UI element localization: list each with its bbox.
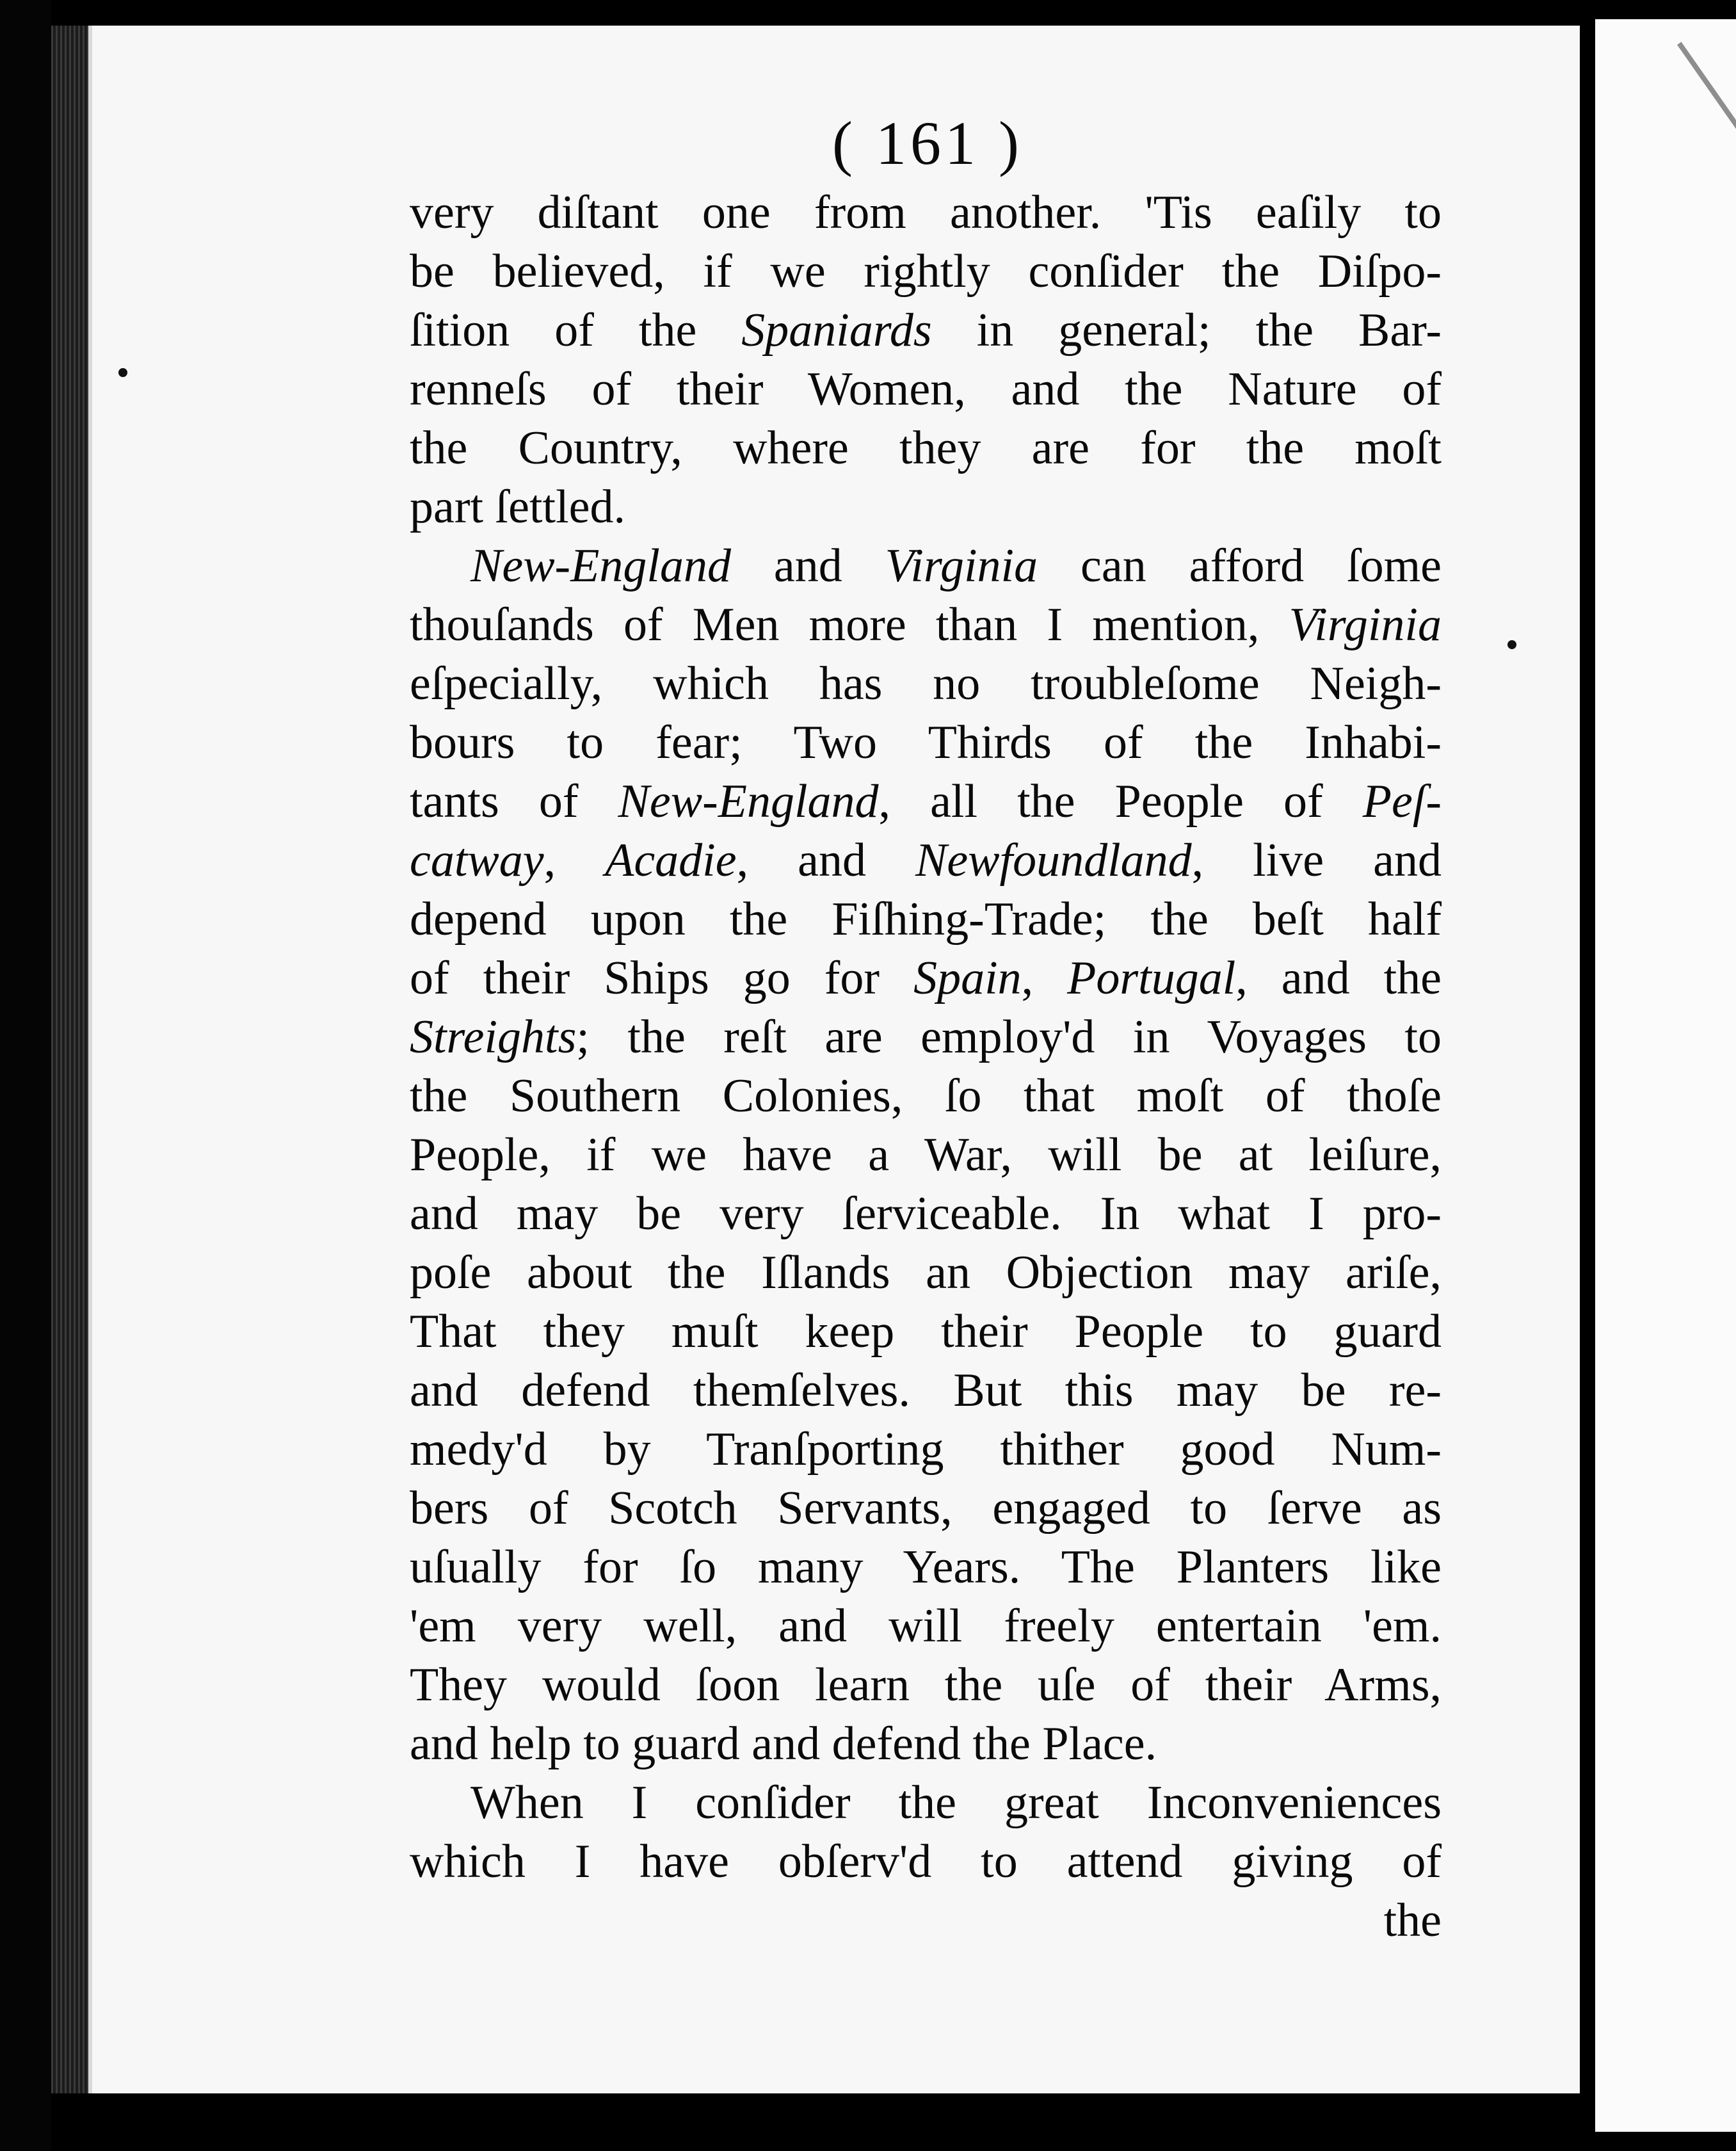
text-span: the Southern Colonies, ſo that moſt of thoſe bbox=[410, 1070, 1442, 1122]
italic-text: Newfoundland bbox=[915, 834, 1192, 887]
text-span: the Country, where they are for the moſt bbox=[410, 422, 1442, 474]
text-span: That they muſt keep their People to guard bbox=[410, 1305, 1442, 1358]
text-span: ſition of the bbox=[410, 304, 742, 357]
text-span: renneſs of their Women, and the Nature of bbox=[410, 363, 1442, 415]
text-line bbox=[410, 831, 1442, 890]
text-span: tants of bbox=[410, 775, 618, 828]
text-line bbox=[410, 1420, 1442, 1479]
text-span: bers of Scotch Servants, engaged to ſerve as bbox=[410, 1482, 1442, 1535]
text-line bbox=[410, 1656, 1442, 1714]
facing-page-edge bbox=[1595, 19, 1736, 2132]
text-span: part ſettled. bbox=[410, 481, 625, 533]
text-span: , all the People of bbox=[878, 775, 1363, 828]
italic-text: Virginia bbox=[885, 540, 1038, 592]
text-line bbox=[410, 772, 1442, 831]
text-span: 'em very well, and will freely entertain 'em. bbox=[410, 1600, 1442, 1652]
text-line bbox=[410, 1597, 1442, 1656]
italic-text: catway bbox=[410, 834, 544, 887]
text-span: , and the bbox=[1235, 952, 1442, 1004]
text-line bbox=[410, 1538, 1442, 1597]
text-span: thouſands of Men more than I mention, bbox=[410, 599, 1289, 651]
text-line bbox=[410, 360, 1442, 419]
text-span: which I have obſerv'd to attend giving of bbox=[410, 1835, 1442, 1888]
book-binding-edge bbox=[51, 26, 88, 2093]
text-span: of their Ships go for bbox=[410, 952, 914, 1004]
text-span: uſually for ſo many Years. The Planters like bbox=[410, 1541, 1442, 1593]
italic-text: Streights bbox=[410, 1011, 577, 1063]
text-span: can afford ſome bbox=[1038, 540, 1442, 592]
text-span: and bbox=[730, 540, 885, 592]
text-line bbox=[410, 478, 1442, 536]
text-span: poſe about the Iſlands an Objection may ariſe, bbox=[410, 1246, 1442, 1299]
italic-text: Spaniards bbox=[741, 304, 932, 357]
text-span: eſpecially, which has no troubleſome Neigh- bbox=[410, 657, 1442, 710]
italic-text: Peſ- bbox=[1362, 775, 1442, 828]
text-span: They would ſoon learn the uſe of their Arms, bbox=[410, 1659, 1442, 1711]
text-line bbox=[410, 1302, 1442, 1361]
italic-text: Spain bbox=[913, 952, 1022, 1004]
text-span: bours to fear; Two Thirds of the Inhabi- bbox=[410, 716, 1442, 769]
text-line bbox=[410, 1125, 1442, 1184]
text-line bbox=[410, 301, 1442, 360]
text-line bbox=[410, 1773, 1442, 1832]
speck bbox=[118, 368, 127, 377]
italic-text: Portugal bbox=[1067, 952, 1236, 1004]
text-span: the bbox=[1383, 1894, 1442, 1947]
text-line bbox=[410, 1479, 1442, 1538]
text-line bbox=[410, 1008, 1442, 1067]
text-line bbox=[410, 1361, 1442, 1420]
text-line bbox=[410, 1891, 1442, 1950]
text-line bbox=[410, 1243, 1442, 1302]
text-line bbox=[410, 949, 1442, 1008]
text-span: , bbox=[1021, 952, 1068, 1004]
text-line bbox=[410, 1714, 1442, 1773]
text-span: ; the reſt are employ'd in Voyages to bbox=[576, 1011, 1442, 1063]
text-span: and may be very ſerviceable. In what I pro- bbox=[410, 1188, 1442, 1240]
italic-text: New-England bbox=[618, 775, 879, 828]
text-line bbox=[410, 1832, 1442, 1891]
italic-text: Acadie bbox=[605, 834, 737, 887]
text-line bbox=[410, 654, 1442, 713]
text-span: very diſtant one from another. 'Tis eaſily to bbox=[410, 186, 1442, 239]
text-span: be believed, if we rightly conſider the Diſpo- bbox=[410, 245, 1442, 298]
text-span: When I conſider the great Inconveniences bbox=[470, 1776, 1442, 1829]
body-text bbox=[410, 183, 1442, 1950]
italic-text: Virginia bbox=[1289, 599, 1442, 651]
text-line bbox=[410, 890, 1442, 949]
speck bbox=[1507, 640, 1516, 649]
text-line bbox=[410, 183, 1442, 242]
text-line bbox=[410, 595, 1442, 654]
text-span: medy'd by Tranſporting thither good Num- bbox=[410, 1423, 1442, 1476]
page-number: ( 161 ) bbox=[832, 109, 1023, 177]
italic-text: New-England bbox=[470, 540, 731, 592]
text-span: and help to guard and defend the Place. bbox=[410, 1718, 1157, 1770]
text-span: in general; the Bar- bbox=[931, 304, 1442, 357]
text-line bbox=[410, 713, 1442, 772]
text-span: , bbox=[543, 834, 606, 887]
text-line bbox=[410, 1067, 1442, 1125]
text-span: People, if we have a War, will be at leiſure, bbox=[410, 1129, 1442, 1181]
text-span: and defend themſelves. But this may be re- bbox=[410, 1364, 1442, 1417]
text-line bbox=[410, 242, 1442, 301]
text-line bbox=[410, 536, 1442, 595]
text-line bbox=[410, 1184, 1442, 1243]
text-span: depend upon the Fiſhing-Trade; the beſt half bbox=[410, 893, 1442, 946]
text-span: , live and bbox=[1191, 834, 1442, 887]
book-binding-shadow bbox=[0, 0, 51, 2151]
text-span: , and bbox=[736, 834, 915, 887]
text-line bbox=[410, 419, 1442, 478]
